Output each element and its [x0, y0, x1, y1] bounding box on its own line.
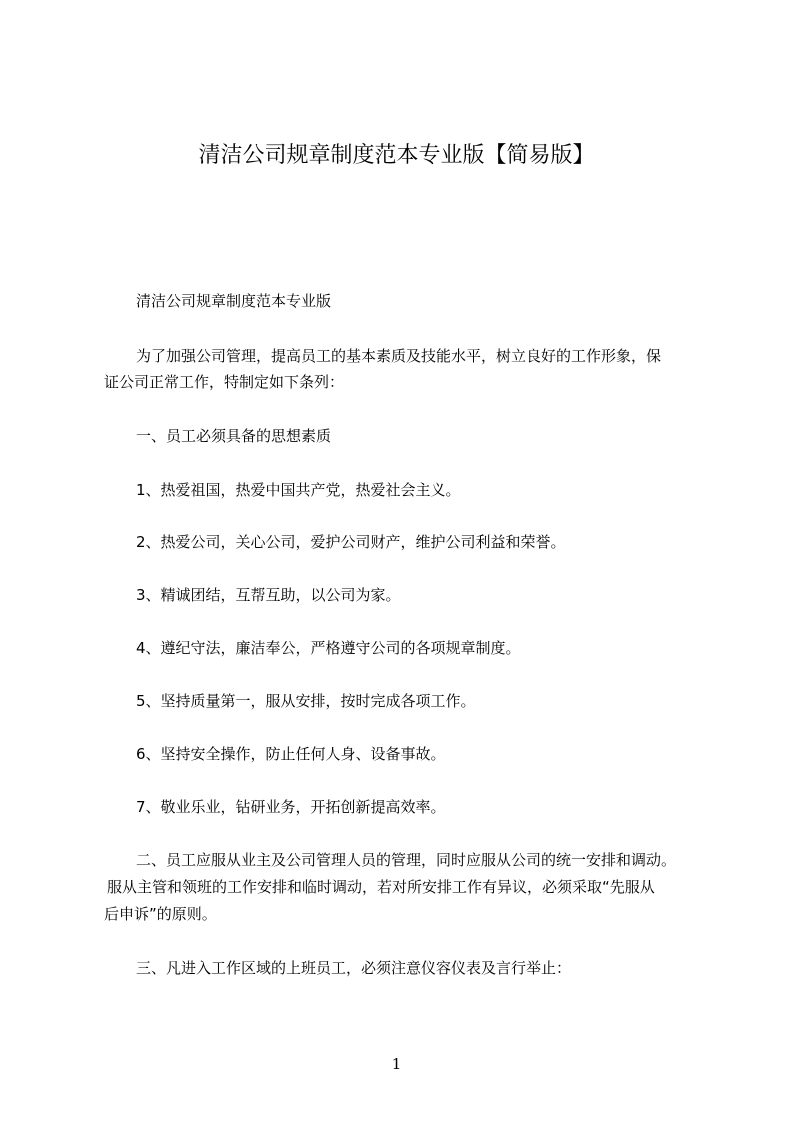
list-item: 7、敬业乐业，钻研业务，开拓创新提高效率。	[136, 798, 446, 816]
list-item: 6、坚持安全操作，防止任何人身、设备事故。	[136, 745, 446, 763]
list-item: 3、精诚团结，互帮互助，以公司为家。	[136, 586, 401, 604]
section-3-heading: 三、凡进入工作区域的上班员工，必须注意仪容仪表及言行举止：	[136, 959, 572, 977]
list-item: 4、遵纪守法，廉洁奉公，严格遵守公司的各项规章制度。	[136, 639, 521, 657]
section-2-line-2: 服从主管和领班的工作安排和临时调动，若对所安排工作有异议，必须采取“先服从	[107, 878, 655, 896]
section-1-heading: 一、员工必须具备的思想素质	[136, 427, 332, 445]
document-subtitle: 清洁公司规章制度范本专业版	[136, 292, 332, 310]
intro-line-2: 证公司正常工作，特制定如下条列：	[104, 373, 345, 391]
section-2-line-1: 二、员工应服从业主及公司管理人员的管理，同时应服从公司的统一安排和调动。	[136, 851, 677, 869]
document-title: 清洁公司规章制度范本专业版【简易版】	[198, 143, 595, 168]
list-item: 5、坚持质量第一，服从安排，按时完成各项工作。	[136, 692, 476, 710]
section-2-line-3: 后申诉”的原则。	[104, 905, 217, 923]
intro-line-1: 为了加强公司管理，提高员工的基本素质及技能水平，树立良好的工作形象，保	[136, 347, 662, 365]
page-number: 1	[391, 1055, 402, 1073]
list-item: 2、热爱公司，关心公司，爱护公司财产，维护公司利益和荣誉。	[136, 533, 566, 551]
list-item: 1、热爱祖国，热爱中国共产党，热爱社会主义。	[136, 481, 461, 499]
